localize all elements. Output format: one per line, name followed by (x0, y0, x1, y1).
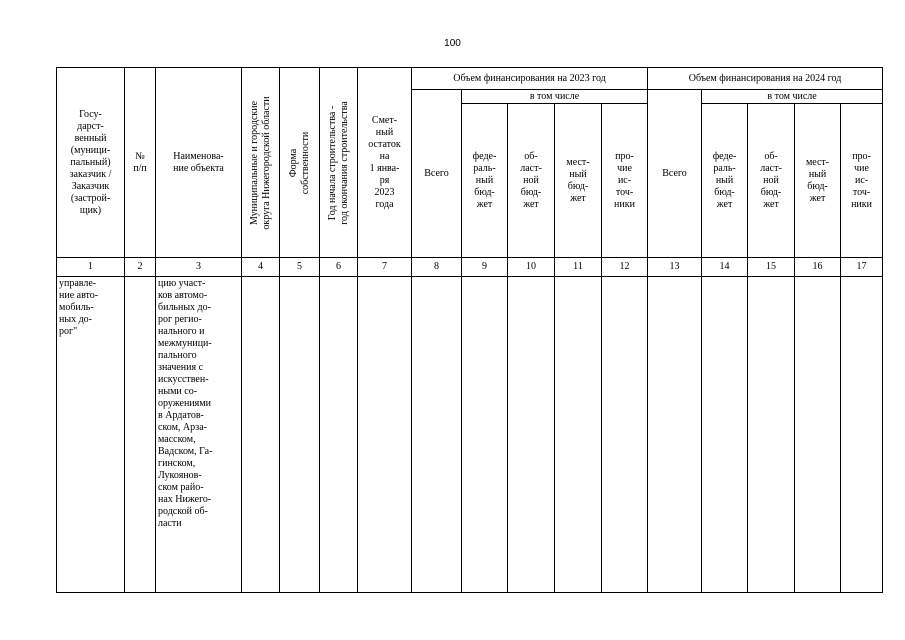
header-ownership-text: Форма собственности (287, 131, 311, 194)
header-total-2023: Всего (412, 90, 462, 258)
header-regional-2024: об- ласт- ной бюд- жет (748, 104, 795, 258)
financing-table (56, 67, 883, 593)
row-total-2023 (412, 277, 462, 593)
column-number-3: 3 (156, 258, 242, 277)
header-customer: Госу- дарст- венный (муници- пальный) заказчик / Заказчик (застрой- щик) (57, 68, 125, 258)
column-number-6: 6 (320, 258, 358, 277)
header-remaining-estimate: Смет- ный остаток на 1 янва- ря 2023 года (358, 68, 412, 258)
row-regional-2023 (508, 277, 555, 593)
column-number-12: 12 (602, 258, 648, 277)
row-ownership (280, 277, 320, 593)
column-number-17: 17 (841, 258, 883, 277)
header-object-name: Наименова- ние объекта (156, 68, 242, 258)
row-remaining-estimate (358, 277, 412, 593)
column-number-15: 15 (748, 258, 795, 277)
header-local-2024: мест- ный бюд- жет (795, 104, 841, 258)
header-municipality (242, 68, 280, 258)
column-number-7: 7 (358, 258, 412, 277)
header-total-2024: Всего (648, 90, 702, 258)
row-other-2023 (602, 277, 648, 593)
header-other-2024: про- чие ис- точ- ники (841, 104, 883, 258)
header-ownership (280, 68, 320, 258)
page-number: 100 (444, 38, 461, 49)
header-local-2023: мест- ный бюд- жет (555, 104, 602, 258)
row-federal-2024 (702, 277, 748, 593)
column-number-13: 13 (648, 258, 702, 277)
row-customer: управле- ние авто- мобиль- ных до- рог" (57, 277, 125, 593)
column-number-8: 8 (412, 258, 462, 277)
header-including-2023: в том числе (462, 90, 648, 104)
row-local-2024 (795, 277, 841, 593)
column-number-9: 9 (462, 258, 508, 277)
row-total-2024 (648, 277, 702, 593)
column-number-5: 5 (280, 258, 320, 277)
header-number: № п/п (125, 68, 156, 258)
column-number-10: 10 (508, 258, 555, 277)
header-federal-2023: феде- раль- ный бюд- жет (462, 104, 508, 258)
column-number-14: 14 (702, 258, 748, 277)
header-including-2024: в том числе (702, 90, 883, 104)
row-municipality (242, 277, 280, 593)
header-other-2023: про- чие ис- точ- ники (602, 104, 648, 258)
header-municipality-text: Муниципальные и городские округа Нижегородской области (248, 95, 272, 230)
column-number-4: 4 (242, 258, 280, 277)
row-object-name: цию участ- ков автомо- бильных до- рог регио- нального и межмуници- пального значения с искусствен- ными со- оружениями в Ардатов- ском, Арза- масском, Вадском, Га- гинском, Лукоянов- ском райо- нах Нижего- родской об- ласти (156, 277, 242, 593)
row-number (125, 277, 156, 593)
row-regional-2024 (748, 277, 795, 593)
column-number-16: 16 (795, 258, 841, 277)
row-federal-2023 (462, 277, 508, 593)
header-regional-2023: об- ласт- ной бюд- жет (508, 104, 555, 258)
column-number-11: 11 (555, 258, 602, 277)
column-number-2: 2 (125, 258, 156, 277)
header-years (320, 68, 358, 258)
header-funding-2023: Объем финансирования на 2023 год (412, 68, 648, 90)
row-years (320, 277, 358, 593)
row-other-2024 (841, 277, 883, 593)
column-number-1: 1 (57, 258, 125, 277)
header-years-text: Год начала строительства - год окончания строительства (326, 100, 350, 225)
header-federal-2024: феде- раль- ный бюд- жет (702, 104, 748, 258)
row-local-2023 (555, 277, 602, 593)
header-funding-2024: Объем финансирования на 2024 год (648, 68, 883, 90)
